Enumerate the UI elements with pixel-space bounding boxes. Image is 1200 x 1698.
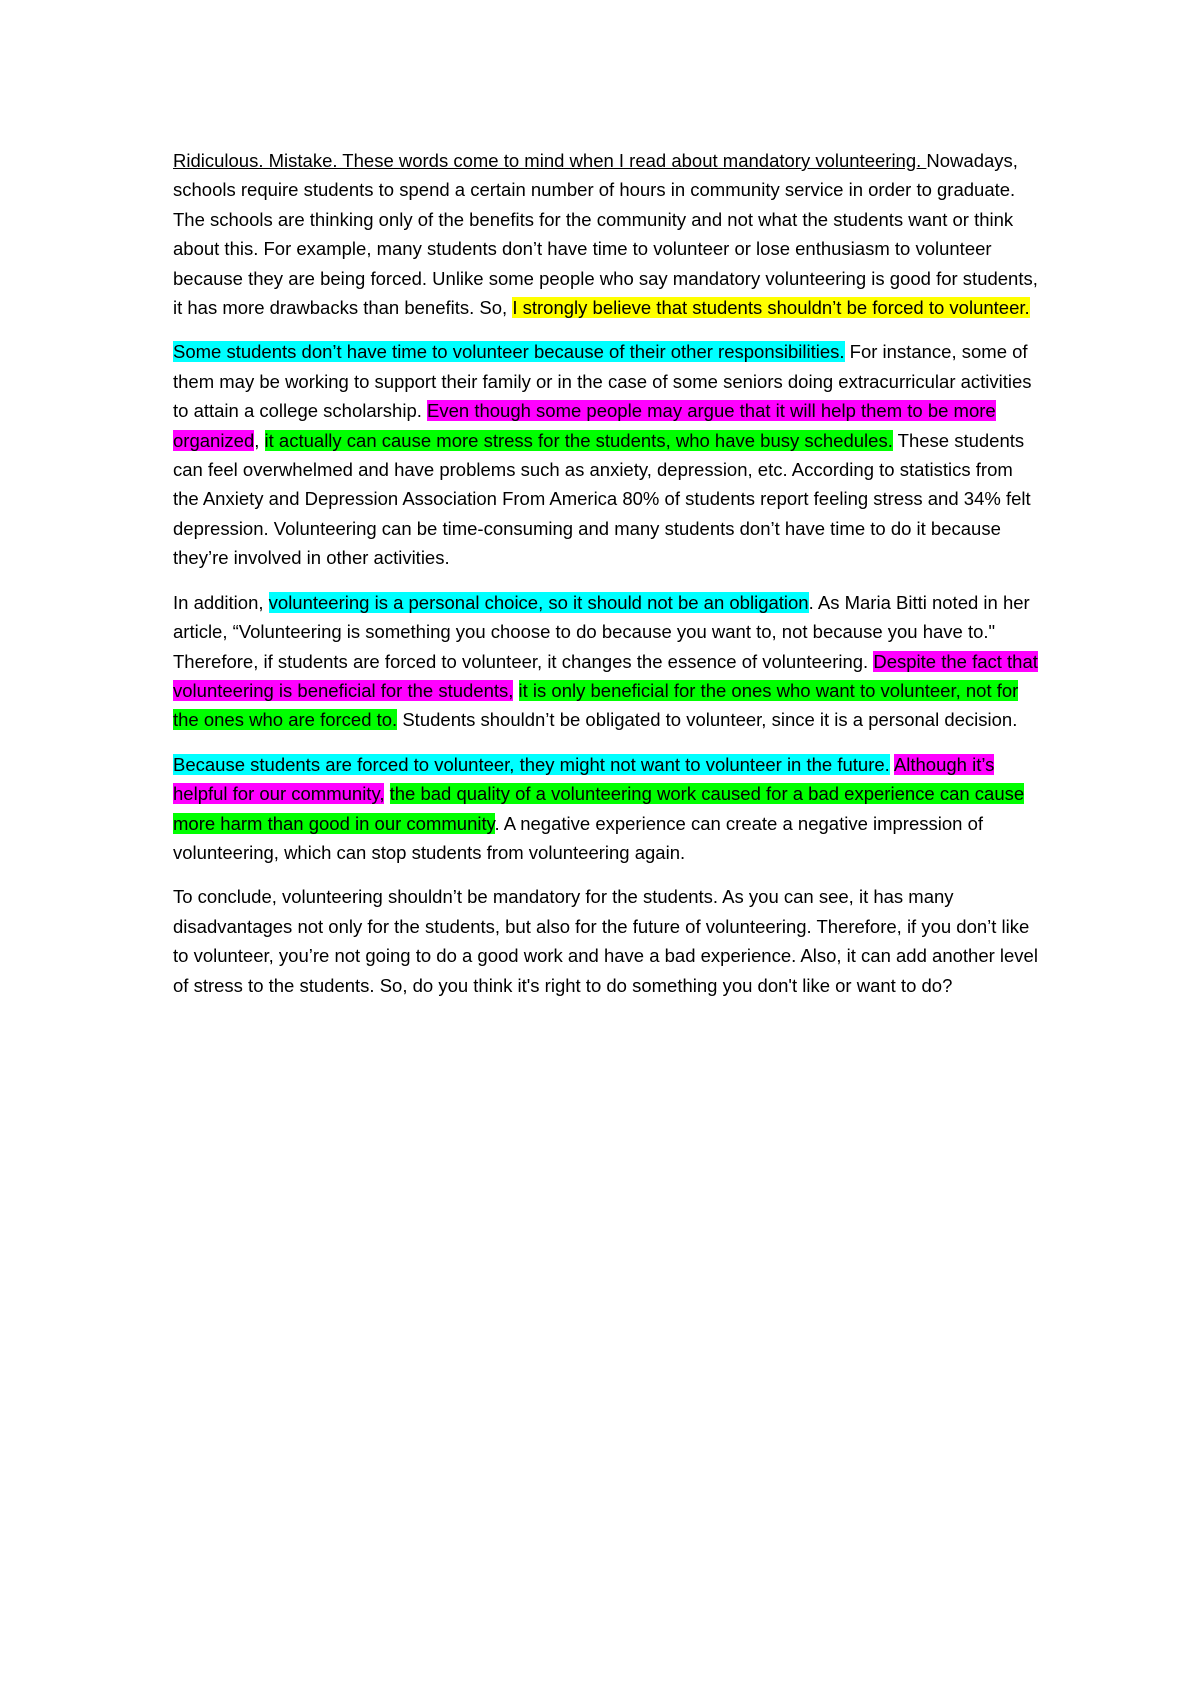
body-text: . As Maria Bitti noted in her article, “Volunteering is something you choose to do because you want to, not because you have to." Therefore, if students are forced to volunteer, it changes the essence of volunteering. <box>173 591 1030 672</box>
body-text <box>384 783 389 804</box>
counterargument-highlight: Despite the fact that volunteering is beneficial for the students, <box>173 650 1038 701</box>
body-text: , <box>254 429 265 451</box>
counterargument-highlight: Although it’s helpful for our community, <box>173 753 995 805</box>
body-text: . A negative experience can create a negative impression of volunteering, which can stop students from volunteering again. <box>173 812 984 863</box>
body-paragraph-2 <box>173 588 1043 735</box>
rebuttal-highlight: it is only beneficial for the ones who want to volunteer, not for the ones who are forced to. <box>173 679 1019 731</box>
opening-sentence: Ridiculous. Mistake. These words come to mind when I read about mandatory volunteering. <box>173 150 927 171</box>
essay-document <box>173 146 1043 1015</box>
topic-sentence-highlight: Because students are forced to volunteer, they might not want to volunteer in the future. <box>173 753 890 775</box>
rebuttal-highlight: it actually can cause more stress for the students, who have busy schedules. <box>264 429 893 451</box>
body-text: Students shouldn’t be obligated to volunteer, since it is a personal decision. <box>397 709 1018 731</box>
conclusion-text: To conclude, volunteering shouldn’t be mandatory for the students. As you can see, it has many disadvantages not only for the students, but also for the future of volunteering. Therefore, if you don’t like to volunteer, you’re not going to do a good work and have a bad experience. Also, it can add another level of stress to the students. So, do you think it's right to do something you don't like or want to do? <box>173 886 1038 996</box>
intro-body-text: Nowadays, schools require students to spend a certain number of hours in community service in order to graduate. The schools are thinking only of the benefits for the community and not what the students want or think about this. For example, many students don’t have time to volunteer or lose enthusiasm to volunteer because they are being forced. Unlike some people who say mandatory volunteering is good for students, it has more drawbacks than benefits. So, <box>173 150 1038 319</box>
body-text <box>513 680 518 701</box>
topic-sentence-highlight: Some students don’t have time to volunteer because of their other responsibilities. <box>173 341 845 363</box>
body-text: These students can feel overwhelmed and have problems such as anxiety, depression, etc. According to statistics from the Anxiety and Depression Association From America 80% of students report feeling stress and 34% felt depression. Volunteering can be time-consuming and many students don’t have time to do it because they’re involved in other activities. <box>173 429 1031 569</box>
topic-sentence-highlight: volunteering is a personal choice, so it should not be an obligation <box>268 591 809 613</box>
body-text: In addition, <box>173 591 269 613</box>
rebuttal-highlight: the bad quality of a volunteering work caused for a bad experience can cause more harm than good in our community <box>173 783 1025 834</box>
intro-paragraph <box>173 146 1043 322</box>
body-paragraph-1 <box>173 337 1043 572</box>
thesis-statement-highlight: I strongly believe that students shouldn’t be forced to volunteer. <box>512 297 1030 319</box>
conclusion-paragraph <box>173 882 1043 1000</box>
body-text: For instance, some of them may be working to support their family or in the case of some seniors doing extracurricular activities to attain a college scholarship. <box>173 341 1032 422</box>
counterargument-highlight: Even though some people may argue that it will help them to be more organized <box>173 400 996 451</box>
body-paragraph-3 <box>173 750 1043 868</box>
